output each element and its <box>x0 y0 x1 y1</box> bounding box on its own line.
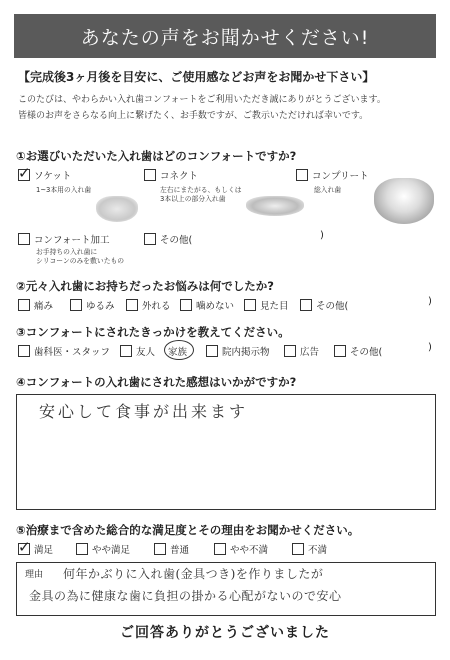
q2-option-falls-out[interactable] <box>126 298 171 312</box>
q1-option-note <box>160 186 242 204</box>
subheading: 【完成後3ヶ月後を目安に、ご使用感などお声をお聞かせ下さい】 <box>18 70 375 84</box>
denture-image-complete <box>374 178 434 224</box>
q5-reason-box[interactable] <box>16 562 436 616</box>
hand-circle-icon <box>164 340 194 360</box>
q2-option-cannot-chew[interactable] <box>180 298 234 312</box>
q3-option-label: 院内掲示物 <box>222 347 270 358</box>
q1-option-label: ソケット <box>34 171 72 182</box>
intro-text <box>18 92 438 124</box>
q3-option-label <box>168 344 187 358</box>
q2-checkbox[interactable] <box>300 299 312 311</box>
q2-option-label: 噛めない <box>196 301 235 312</box>
q4-handwritten-answer: 安心して食事が出来ます <box>39 402 249 421</box>
q1-checkbox-socket[interactable] <box>18 164 31 182</box>
q3-option-in-clinic-poster[interactable] <box>206 344 270 358</box>
q2-option-label: 外れる <box>142 301 171 312</box>
q2-option-label: 見た目 <box>260 301 289 312</box>
q3-option-label: 歯科医・スタッフ <box>34 347 111 358</box>
q5-option-label: やや満足 <box>92 545 131 556</box>
q1-option-label: コンフォート加工 <box>34 235 110 246</box>
q5-option-neutral[interactable] <box>154 542 189 556</box>
q3-option-other[interactable] <box>334 344 382 358</box>
q5-handwritten-reason-line-2: 金具の為に健康な歯に負担の掛かる心配がないので安心 <box>29 589 342 603</box>
denture-image-socket <box>96 196 138 222</box>
q1-option-note: 1~3本用の入れ歯 <box>36 186 92 194</box>
q2-checkbox[interactable] <box>180 299 192 311</box>
q5-checkbox[interactable] <box>292 543 304 555</box>
q2-checkbox[interactable] <box>70 299 82 311</box>
q1-option-note-line: 3本以上の部分入れ歯 <box>160 195 226 203</box>
q1-option-note <box>36 248 124 266</box>
q5-reason-label: 理由 <box>25 570 44 580</box>
q5-option-label: 満足 <box>34 545 54 556</box>
q5-option-label: やや不満 <box>230 545 269 556</box>
q1-checkbox-comfort-processing[interactable] <box>18 233 30 245</box>
q5-option-dissatisfied[interactable] <box>292 542 327 556</box>
q5-option-label: 不満 <box>308 545 328 556</box>
q2-option-pain[interactable] <box>18 298 53 312</box>
q3-option-label: 広告 <box>300 347 320 358</box>
check-mark-icon: ✓ <box>18 164 31 182</box>
q1-option-label: コンプリート <box>312 171 369 182</box>
question-1-title: ①お選びいただいた入れ歯はどのコンフォートですか? <box>16 149 297 163</box>
question-2-title: ②元々入れ歯にお持ちだったお悩みは何でしたか? <box>16 279 274 293</box>
q2-checkbox[interactable] <box>18 299 30 311</box>
q5-checkbox[interactable] <box>18 538 31 556</box>
q1-option-note-line: 左右にまたがる、もしくは <box>160 186 242 194</box>
q2-option-loose[interactable] <box>70 298 115 312</box>
q1-option-connect[interactable] <box>144 168 198 182</box>
q1-option-comfort-processing[interactable] <box>18 232 110 246</box>
q3-option-family[interactable] <box>168 344 187 358</box>
page-title: あなたの声をお聞かせください! <box>80 26 370 49</box>
q3-checkbox[interactable] <box>18 345 30 357</box>
q2-option-label: その他( <box>316 301 349 312</box>
q5-handwritten-reason-line-1: 何年かぶりに入れ歯(金具つき)を作りましたが <box>63 567 324 581</box>
q3-checkbox[interactable] <box>120 345 132 357</box>
q5-option-somewhat-dissatisfied[interactable] <box>214 542 268 556</box>
q2-option-appearance[interactable] <box>244 298 289 312</box>
q1-checkbox-complete[interactable] <box>296 169 308 181</box>
q1-other-close-paren: ) <box>320 230 324 241</box>
q3-other-close-paren: ) <box>428 342 432 353</box>
q2-option-label: ゆるみ <box>86 301 115 312</box>
check-mark-icon: ✓ <box>18 538 31 556</box>
q3-option-advertisement[interactable] <box>284 344 319 358</box>
q3-checkbox[interactable] <box>206 345 218 357</box>
q3-checkbox[interactable] <box>334 345 346 357</box>
q2-other-close-paren: ) <box>428 296 432 307</box>
q3-option-label: その他( <box>350 347 383 358</box>
q3-option-label-text: 家族 <box>168 347 188 358</box>
intro-line-1: このたびは、やわらかい入れ歯コンフォートをご利用いただき誠にありがとうございます。 <box>18 95 386 105</box>
question-5-title: ⑤治療まで含めた総合的な満足度とその理由をお聞かせください。 <box>16 523 360 537</box>
q5-option-label: 普通 <box>170 545 190 556</box>
question-3-title: ③コンフォートにされたきっかけを教えてください。 <box>16 325 290 339</box>
q5-option-somewhat-satisfied[interactable] <box>76 542 130 556</box>
q3-option-label: 友人 <box>136 347 156 358</box>
q1-option-note: 総入れ歯 <box>314 186 342 194</box>
q5-checkbox[interactable] <box>214 543 226 555</box>
q5-checkbox[interactable] <box>154 543 166 555</box>
q4-answer-box[interactable] <box>16 394 436 510</box>
q3-option-dentist-staff[interactable] <box>18 344 110 358</box>
page-title-banner <box>14 14 436 58</box>
q1-option-complete[interactable] <box>296 168 369 182</box>
q1-checkbox-other[interactable] <box>144 233 156 245</box>
q1-option-other[interactable] <box>144 232 192 246</box>
q1-checkbox-connect[interactable] <box>144 169 156 181</box>
q1-option-note-line: お手持ちの入れ歯に <box>36 248 98 256</box>
q1-option-label: その他( <box>160 235 193 246</box>
q2-checkbox[interactable] <box>126 299 138 311</box>
q2-option-other[interactable] <box>300 298 348 312</box>
intro-line-2: 皆様のお声をさらなる向上に繋げたく、お手数ですが、ご教示いただければ幸いです。 <box>18 111 369 121</box>
q1-option-socket[interactable] <box>18 164 72 182</box>
q5-option-satisfied[interactable] <box>18 538 54 556</box>
q2-option-label: 痛み <box>34 301 54 312</box>
footer-thanks: ご回答ありがとうございました <box>120 625 330 641</box>
q1-option-note-line: シリコーンのみを敷いたもの <box>36 257 125 265</box>
q3-checkbox[interactable] <box>284 345 296 357</box>
q1-option-label: コネクト <box>160 171 199 182</box>
q3-option-friend[interactable] <box>120 344 155 358</box>
q5-checkbox[interactable] <box>76 543 88 555</box>
q2-checkbox[interactable] <box>244 299 256 311</box>
denture-image-connect <box>246 196 304 216</box>
question-4-title: ④コンフォートの入れ歯にされた感想はいかがですか? <box>16 375 297 389</box>
